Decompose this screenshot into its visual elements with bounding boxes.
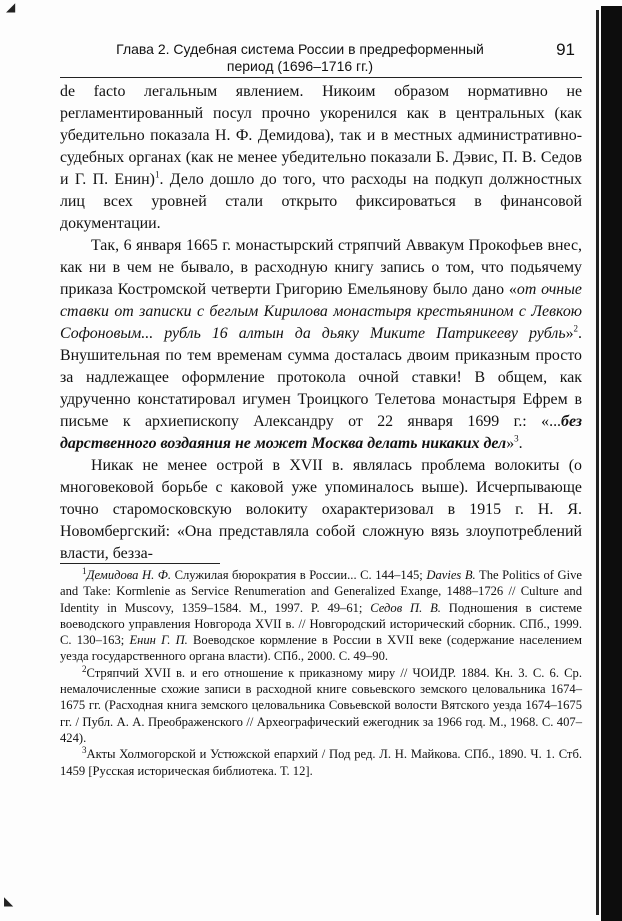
quote-italic: от очные ставки от записки с беглым Кирилова монастыря крестьянином с Левкою Софоновым... рубль 16 алтын да дьяку Миките Патрикееву рубль [60,281,582,342]
scan-dark-margin [601,6,622,921]
paragraph-2: Так, 6 января 1665 г. монастырский стряпчий Аввакум Прокофьев внес, как ни в чем не бывало, в расходную книгу запись о том, что подьячему приказа Костромской четверти Григорию Емельянову было дано «от очные ставки от записки с беглым Кирилова монастыря крестьянином с Левкою Софоновым... рубль 16 алтын да дьяку Миките Патрикееву рубль»$^2$. Внушительная по тем временам сумма досталась двоим приказным просто за надлежащее оформление протокола очной ставки! В общем, как удрученно констатировал игумен Троицкого Телетова монастыря Ефрем в письме к архиепископу Александру от 22 января 1699 г.: «...без дарственного воздаяния не может Москва делать никаких дел»$^3$. [60,237,582,452]
page-number: 91 [556,40,575,59]
footnotes [60,567,582,779]
paragraph-3: Никак не менее острой в XVII в. являлась проблема волокиты (о многовековой борьбе с каковой уже упоминалось выше). Исчерпывающе точно старомосковскую волокиту охарактеризовал в 1915 г. Н. Я. Новомбергский: «Она представляла собой сложную вязь злоупотреблений власти, безза- [60,457,582,562]
quote-bold-italic: без дарственного воздаяния не может Москва делать никаких дел [60,413,582,452]
running-title-line-2: период (1696–1716 гг.) [226,58,374,74]
footnote-ref-3: 3 [514,433,519,444]
footnote-rule [60,563,220,564]
running-header [60,41,585,81]
footnote-2: $^2$Стряпчий XVII в. и его отношение к приказному миру // ЧОИДР. 1884. Кн. 3. С. 6. Ср. немалочисленные схожие записи в расходной книге совьевского земского целовальника 1674–1675 гг. (Расходная книга земского целовальника Совьевской волости Вятского уезда 1674–1675 гг. / Публ. А. А. Преображенского // Археографический ежегодник за 1966 год. М., 1968. С. 407–424). [60,663,582,745]
running-title [90,41,510,75]
corner-mark-bottom: ◣ [4,894,14,908]
main-text [60,81,582,565]
scan-shadow-line [596,10,599,915]
corner-mark-top: ◢ [6,0,16,14]
footnote-3: $^3$Акты Холмогорской и Устюжской епархий / Под ред. Л. Н. Майкова. СПб., 1890. Ч. 1. Стб. 1459 [Русская историческая библиотека. Т. 12]. [60,745,582,778]
header-rule [60,77,582,78]
running-title-line-1: Глава 2. Судебная система России в предреформенный [116,41,484,57]
footnote-ref-1: 1 [154,169,160,180]
footnote-ref-2: 2 [573,323,579,334]
footnote-1: $^1$Демидова Н. Ф. Служилая бюрократия в России... С. 144–145; Davies B. The Politics of Give and Take: Kormlenie as Service Renumeration and Generalized Exange, 1488–1726 // Culture and Identity in Muscovy, 1359–1584. M., 1997. P. 49–61; Седов П. В. Подношения в системе воеводского управления Новгорода XVII в. // Новгородский исторический сборник. СПб., 1999. С. 130–163; Енин Г. П. Воеводское кормление в России в XVII веке (содержание населением уезда государственного органа власти). СПб., 2000. С. 49–90. [60,565,582,664]
paragraph-1: de facto легальным явлением. Никоим образом нормативно не регламентированный посул прочно укоренился как в центральных (как убедительно показала Н. Ф. Демидова), так и в местных административно-судебных органах (как не менее убедительно показали Б. Дэвис, П. В. Седов и Г. П. Енин)$^1$. Дело дошло до того, что расходы на подкуп должностных лиц всех уровней стали открыто фиксироваться в финансовой документации. [60,83,582,232]
